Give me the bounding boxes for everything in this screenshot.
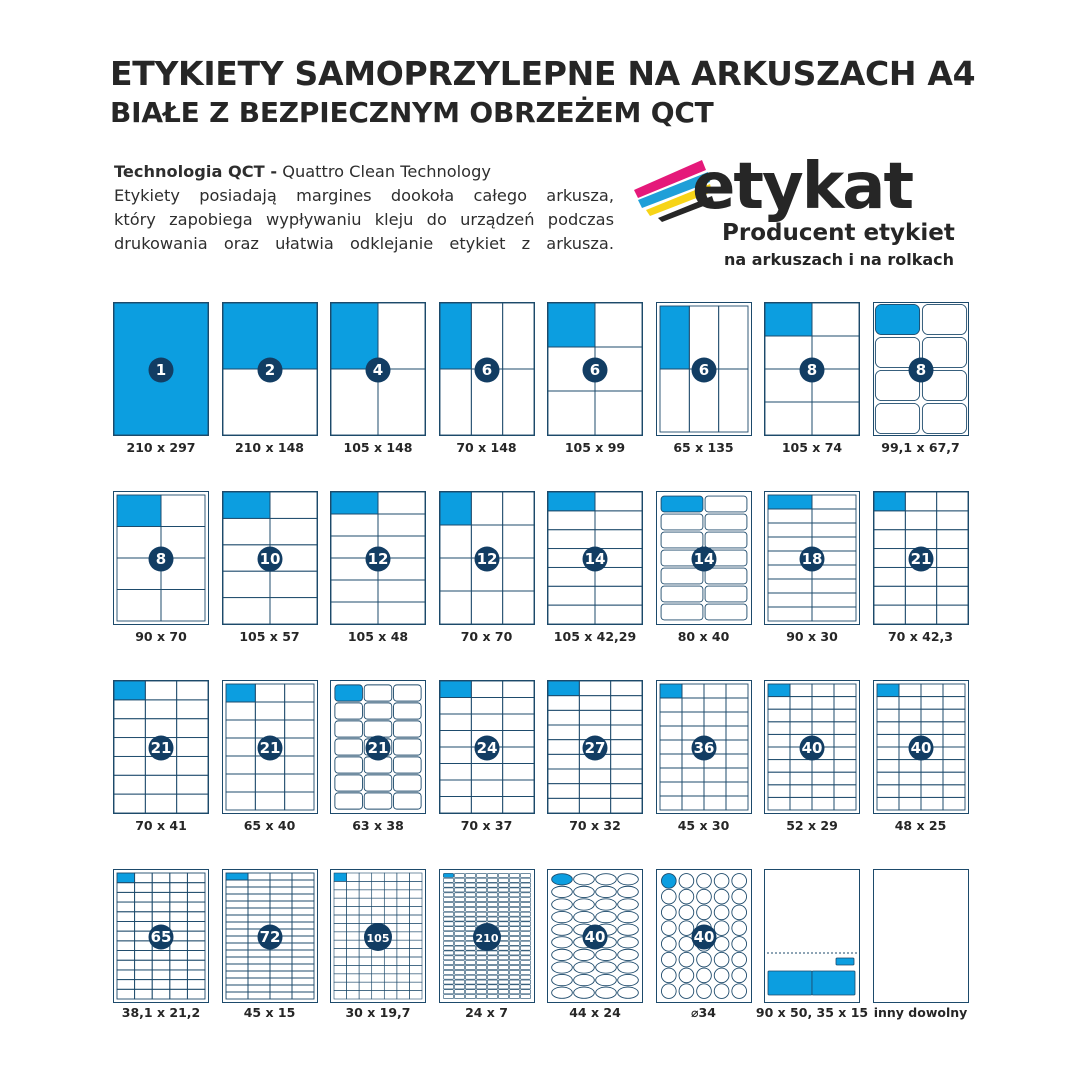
qct-line-1: Etykiety posiadają margines dookoła całego arkusza, <box>114 186 614 205</box>
sheet-thumbnail <box>764 491 860 625</box>
qct-heading <box>114 160 614 184</box>
sheet-size-label: 210 x 148 <box>235 440 304 455</box>
label-sheet-card[interactable] <box>656 302 752 458</box>
sheet-size-label: 99,1 x 67,7 <box>881 440 960 455</box>
label-sheet-card[interactable] <box>222 869 318 1025</box>
label-sheet-card[interactable] <box>330 680 426 836</box>
sheet-size-label: 80 x 40 <box>677 629 730 644</box>
highlighted-label <box>114 681 145 700</box>
small-label <box>836 958 854 965</box>
count-label: 24 <box>476 739 497 757</box>
sheet-thumbnail <box>439 302 535 436</box>
label-sheet-card[interactable] <box>547 302 643 458</box>
sheet-thumbnail <box>547 302 643 436</box>
highlighted-label <box>443 873 453 877</box>
sheet-thumbnail <box>547 869 643 1003</box>
sheet-thumbnail <box>222 302 318 436</box>
qct-line-3: drukowania oraz ułatwia odklejanie etykiet z arkusza. <box>114 234 614 253</box>
sheet-outline <box>873 870 968 1003</box>
count-label: 21 <box>150 739 172 757</box>
sheet-size-label: 38,1 x 21,2 <box>121 1005 201 1020</box>
label-sheet-card[interactable] <box>330 491 426 647</box>
highlighted-label <box>548 681 579 696</box>
large-label <box>812 971 855 995</box>
sheet-thumbnail <box>656 869 752 1003</box>
sheet-thumbnail <box>764 680 860 814</box>
count-label: 105 <box>366 932 390 945</box>
label-sheet-card[interactable] <box>222 302 318 458</box>
sheet-thumbnail <box>439 869 535 1003</box>
highlighted-label <box>335 685 363 701</box>
sheet-thumbnail <box>330 302 426 436</box>
highlighted-label <box>548 303 595 347</box>
label-sheet-card[interactable] <box>547 491 643 647</box>
sheet-thumbnail <box>113 680 209 814</box>
sheet-size-label: 45 x 15 <box>243 1005 296 1020</box>
label-sheet-card[interactable] <box>222 680 318 836</box>
highlighted-label <box>877 684 899 697</box>
highlighted-label <box>226 684 255 702</box>
sheet-size-label: 65 x 40 <box>243 818 296 833</box>
sheet-thumbnail <box>764 302 860 436</box>
sheet-thumbnail <box>873 302 969 436</box>
highlighted-label <box>440 303 471 369</box>
label-sheet-card[interactable] <box>547 680 643 836</box>
sheet-size-label: 70 x 70 <box>460 629 513 644</box>
count-label: 210 <box>475 932 498 945</box>
highlighted-label <box>768 684 790 697</box>
highlighted-label <box>548 492 595 511</box>
logo-tagline-1: Producent etykiet <box>722 220 955 246</box>
highlighted-label <box>331 303 378 369</box>
label-sheet-card[interactable] <box>113 491 209 647</box>
sheet-size-label: 44 x 24 <box>569 1005 621 1020</box>
sheet-size-label: 90 x 30 <box>786 629 838 644</box>
sheet-size-label: 24 x 7 <box>465 1005 508 1020</box>
sheet-thumbnail <box>656 491 752 625</box>
highlighted-label <box>552 874 573 885</box>
sheet-size-label: 30 x 19,7 <box>345 1005 411 1020</box>
sheet-thumbnail <box>547 491 643 625</box>
sheet-size-label: 90 x 70 <box>135 629 187 644</box>
highlighted-label <box>875 304 919 334</box>
sheet-size-label: 70 x 41 <box>135 818 187 833</box>
highlighted-label <box>440 492 471 525</box>
qct-label: Technologia QCT - <box>114 162 278 181</box>
sheet-thumbnail <box>113 869 209 1003</box>
highlighted-label <box>765 303 812 336</box>
count-label: 40 <box>801 739 823 757</box>
count-label: 14 <box>584 550 606 568</box>
sheet-size-label: 45 x 30 <box>677 818 730 833</box>
sheet-size-label: 105 x 99 <box>564 440 626 455</box>
label-sheet-card[interactable] <box>439 680 535 836</box>
highlighted-label <box>768 495 812 509</box>
sheet-thumbnail <box>873 869 969 1003</box>
qct-description <box>114 160 614 256</box>
label-sheet-card[interactable] <box>330 302 426 458</box>
highlighted-label <box>660 684 682 698</box>
highlighted-label <box>661 496 703 512</box>
count-label: 8 <box>806 361 818 379</box>
sheet-size-label: 65 x 135 <box>673 440 734 455</box>
highlighted-label <box>660 306 689 369</box>
sheet-size-label: ⌀34 <box>691 1005 716 1020</box>
sheet-thumbnail <box>222 491 318 625</box>
sheet-size-label: 70 x 42,3 <box>887 629 953 644</box>
sheet-thumbnail <box>764 869 860 1003</box>
count-label: 40 <box>910 739 931 757</box>
logo-wordmark: etykat <box>692 150 913 224</box>
highlighted-label <box>334 873 347 881</box>
qct-name: Quattro Clean Technology <box>282 162 491 181</box>
highlighted-label <box>117 873 135 883</box>
label-sheet-card[interactable] <box>755 869 869 1025</box>
label-sheet-card[interactable] <box>656 680 752 836</box>
label-sheet-card[interactable] <box>113 302 209 458</box>
count-label: 6 <box>481 361 492 379</box>
count-label: 6 <box>698 361 709 379</box>
count-label: 21 <box>259 739 280 757</box>
label-sheet-card[interactable] <box>656 869 752 1025</box>
highlighted-label <box>117 495 161 527</box>
large-label <box>768 971 812 995</box>
sheet-size-label: 105 x 74 <box>781 440 843 455</box>
sheet-size-label: 105 x 57 <box>239 629 300 644</box>
highlighted-label <box>661 874 676 889</box>
count-label: 12 <box>476 550 497 568</box>
count-label: 65 <box>150 928 172 946</box>
label-sheet-card[interactable] <box>656 491 752 647</box>
label-sheet-card[interactable] <box>222 491 318 647</box>
sheet-thumbnail <box>222 869 318 1003</box>
sheet-thumbnail <box>656 680 752 814</box>
sheet-size-label: 70 x 148 <box>456 440 517 455</box>
count-label: 10 <box>259 550 280 568</box>
label-sheet-card[interactable] <box>547 869 643 1025</box>
highlighted-label <box>874 492 905 511</box>
count-label: 72 <box>259 928 280 946</box>
sheet-size-label: 90 x 50, 35 x 15 <box>755 1005 869 1020</box>
sheet-thumbnail <box>547 680 643 814</box>
count-label: 27 <box>584 739 606 757</box>
sheet-size-label: 52 x 29 <box>786 818 838 833</box>
count-label: 2 <box>264 361 275 379</box>
highlighted-label <box>223 492 270 518</box>
sheet-thumbnail <box>330 869 426 1003</box>
sheet-size-label: 48 x 25 <box>894 818 947 833</box>
sheet-size-label: 105 x 148 <box>343 440 413 455</box>
count-label: 4 <box>372 361 384 379</box>
sheet-thumbnail <box>222 680 318 814</box>
count-label: 8 <box>155 550 167 568</box>
sheet-thumbnail <box>330 680 426 814</box>
sheet-size-label: 210 x 297 <box>126 440 196 455</box>
count-label: 14 <box>693 550 714 568</box>
sheet-thumbnail <box>439 680 535 814</box>
count-label: 18 <box>801 550 823 568</box>
sheet-thumbnail <box>113 491 209 625</box>
label-sheet-card[interactable] <box>764 680 860 836</box>
count-label: 12 <box>367 550 389 568</box>
sheet-size-label: 70 x 32 <box>569 818 621 833</box>
count-label: 21 <box>910 550 931 568</box>
highlighted-label <box>226 873 248 880</box>
sheet-thumbnail <box>439 491 535 625</box>
sheet-thumbnail <box>656 302 752 436</box>
sheet-size-label: inny dowolny <box>873 1005 968 1020</box>
highlighted-label <box>331 492 378 514</box>
page-subtitle: BIAŁE Z BEZPIECZNYM OBRZEŻEM QCT <box>110 96 714 129</box>
label-sheet-card[interactable] <box>439 491 535 647</box>
count-label: 6 <box>589 361 601 379</box>
count-label: 40 <box>584 928 606 946</box>
label-sheet-card[interactable] <box>113 869 209 1025</box>
page-title: ETYKIETY SAMOPRZYLEPNE NA ARKUSZACH A4 <box>110 54 976 93</box>
label-sheet-card[interactable] <box>873 302 969 458</box>
label-sheet-card[interactable] <box>764 302 860 458</box>
count-label: 40 <box>693 928 714 946</box>
sheet-thumbnail <box>873 491 969 625</box>
sheet-thumbnail <box>330 491 426 625</box>
sheet-thumbnail <box>873 680 969 814</box>
qct-line-2: który zapobiega wypływaniu kleju do urządzeń podczas <box>114 210 614 229</box>
sheet-size-label: 63 x 38 <box>352 818 404 833</box>
count-label: 8 <box>915 361 926 379</box>
label-sheet-card[interactable] <box>439 869 535 1025</box>
sheet-thumbnail <box>113 302 209 436</box>
sheet-size-label: 70 x 37 <box>460 818 513 833</box>
count-label: 36 <box>693 739 714 757</box>
label-sheet-card[interactable] <box>873 869 969 1025</box>
logo-tagline-2: na arkuszach i na rolkach <box>724 250 955 269</box>
label-sheet-card[interactable] <box>330 869 426 1025</box>
count-label: 21 <box>367 739 389 757</box>
label-sheet-card[interactable] <box>113 680 209 836</box>
sheet-size-label: 105 x 48 <box>347 629 409 644</box>
sheet-size-label: 105 x 42,29 <box>553 629 637 644</box>
label-sheet-card[interactable] <box>873 680 969 836</box>
count-label: 1 <box>155 361 167 379</box>
label-sheet-card[interactable] <box>439 302 535 458</box>
label-sheet-card[interactable] <box>873 491 969 647</box>
label-sheet-card[interactable] <box>764 491 860 647</box>
highlighted-label <box>440 681 471 698</box>
